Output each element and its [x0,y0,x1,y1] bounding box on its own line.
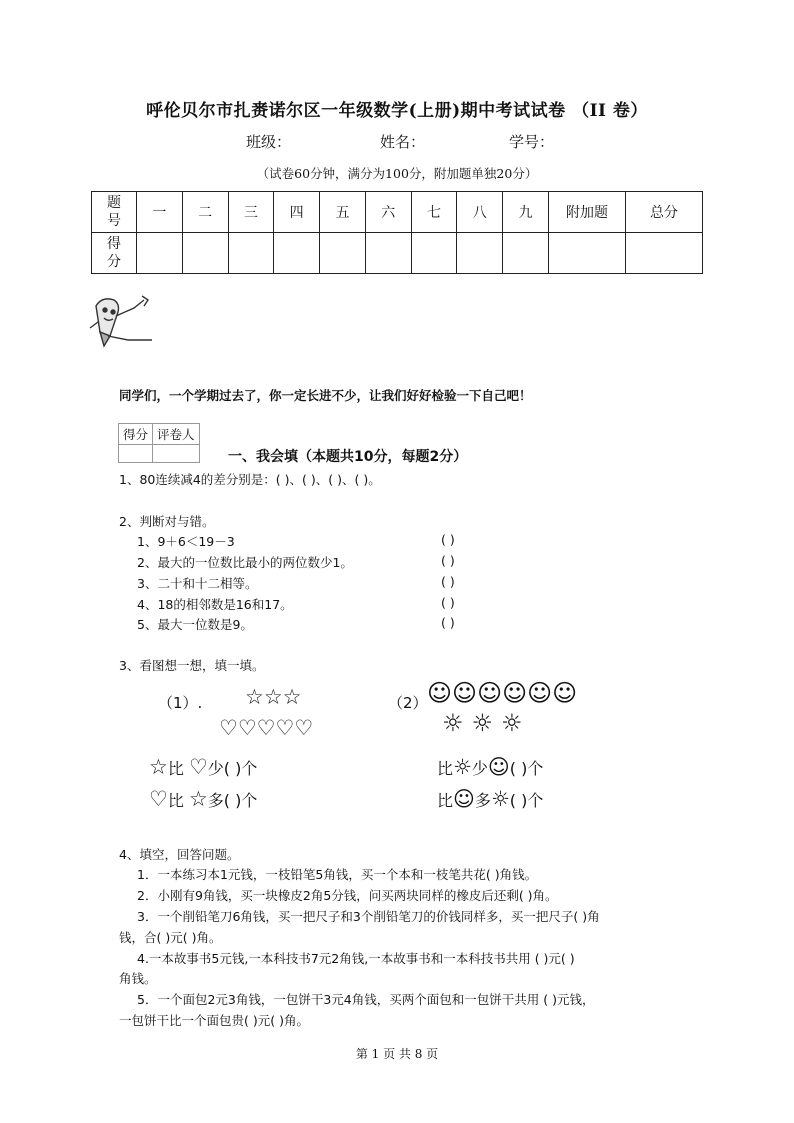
class-label: 班级： [246,133,292,151]
col-1: 一 [137,192,183,233]
q2-answer-paren[interactable]: ( ) [441,553,455,568]
heart-icon: ♡ [188,755,208,779]
row-header-score: 得分 [92,233,137,274]
q2-item: 1、9＋6＜19－3 [137,534,235,549]
grader-box [118,423,200,463]
grader-score-cell[interactable] [119,445,153,463]
score-cell[interactable] [228,233,274,274]
q2-answer-paren[interactable]: ( ) [441,532,455,547]
q3-answer-blank[interactable]: ( ) [223,791,242,810]
heart-icon: ♡ [219,716,238,740]
q4-line-3b: 钱，合( )元( )角。 [119,930,222,945]
sun-icon: ☼ [490,787,510,811]
smile-icon: ☺ [453,787,475,811]
q3-compare-2: ♡比 ☆多( )个 [149,787,258,811]
heart-icon: ♡ [275,716,295,740]
exam-note: （试卷60分钟，满分为100分，附加题单独20分） [256,166,538,181]
q3-suns-row [442,709,531,737]
smile-icon: ☺ [477,679,503,707]
grader-name-cell[interactable] [153,445,200,463]
q3-compare-1: ☆比 ♡少( )个 [149,755,258,779]
sun-icon: ☼ [501,709,531,737]
star-icon: ☆ [263,685,283,709]
q3-part2-label: （2） [388,694,428,712]
col-bonus: 附加题 [549,192,626,233]
question-1: 1、80连续减4的差分别是：( )、( )、( )、( )。 [119,472,381,487]
smile-icon: ☺ [452,679,478,707]
smile-icon: ☺ [552,679,578,707]
q3-smiles-row [427,679,578,707]
q2-answer-paren[interactable]: ( ) [441,615,455,630]
q4-line-2: 2．小刚有9角钱，买一块橡皮2角5分钱，问买两块同样的橡皮后还剩( )角。 [137,888,558,903]
q4-line-5b: 一包饼干比一个面包贵( )元( )角。 [119,1013,309,1028]
q4-line-4b: 角钱。 [119,971,157,986]
score-cell[interactable] [320,233,366,274]
heart-icon: ♡ [256,716,276,740]
score-cell[interactable] [549,233,626,274]
score-cell[interactable] [365,233,411,274]
score-table-score-row [92,233,703,274]
score-table-header-row [92,192,703,233]
pencil-mascot-illustration [88,292,160,352]
grader-score-label: 得分 [119,424,153,445]
q3-compare-4: 比☺多☼( )个 [437,787,544,811]
score-cell[interactable] [503,233,549,274]
col-8: 八 [457,192,503,233]
name-label: 姓名： [380,133,426,151]
q2-item: 4、18的相邻数是16和17。 [137,597,293,612]
score-cell[interactable] [626,233,703,274]
intro-text: 同学们，一个学期过去了，你一定长进不少，让我们好好检验一下自己吧！ [119,388,532,403]
page-footer: 第 1 页 共 8 页 [355,1047,439,1061]
q3-answer-blank[interactable]: ( ) [509,759,528,778]
smile-icon: ☺ [502,679,528,707]
star-icon: ☆ [149,755,168,779]
q2-item: 5、最大一位数是9。 [137,617,253,632]
row-header-question: 题号 [92,192,137,233]
col-3: 三 [228,192,274,233]
sun-icon: ☼ [471,709,502,737]
heart-icon: ♡ [237,716,257,740]
grader-name-label: 评卷人 [153,424,200,445]
sun-icon: ☼ [453,755,472,779]
col-5: 五 [320,192,366,233]
q4-line-5a: 5．一个面包2元3角钱，一包饼干3元4角钱，买两个面包和一包饼干共用 ( )元钱， [137,992,595,1007]
q3-part1-label: （1）. [158,694,203,712]
q3-hearts-row [219,718,313,739]
smile-icon: ☺ [427,679,453,707]
q3-compare-3: 比☼少☺( )个 [437,755,544,779]
score-cell[interactable] [182,233,228,274]
q3-answer-blank[interactable]: ( ) [509,791,528,810]
star-icon: ☆ [245,685,264,709]
q4-line-4a: 4.一本故事书5元钱,一本科技书7元2角钱,一本故事书和一本科技书共用 ( )元( ) [137,951,575,966]
col-6: 六 [365,192,411,233]
score-cell[interactable] [137,233,183,274]
sun-icon: ☼ [442,709,472,737]
col-2: 二 [182,192,228,233]
heart-icon: ♡ [149,787,168,811]
q4-line-1: 1．一本练习本1元钱，一枝铅笔5角钱，买一个本和一枝笔共花( )角钱。 [137,867,538,882]
section-title: 一、我会填（本题共10分，每题2分） [228,449,468,465]
q2-item: 3、二十和十二相等。 [137,576,258,591]
q3-stars-row [245,687,301,708]
q2-item: 2、最大的一位数比最小的两位数少1。 [137,555,353,570]
score-cell[interactable] [411,233,457,274]
score-table [91,191,703,274]
question-2-stem: 2、判断对与错。 [119,514,215,529]
heart-icon: ♡ [294,716,314,740]
exam-title: 呼伦贝尔市扎赉诺尔区一年级数学(上册)期中考试试卷 （II 卷） [146,101,648,121]
col-7: 七 [411,192,457,233]
score-cell[interactable] [274,233,320,274]
question-4-stem: 4、填空，回答问题。 [119,847,240,862]
col-total: 总分 [626,192,703,233]
student-id-label: 学号： [509,133,555,151]
col-4: 四 [274,192,320,233]
q4-line-3a: 3．一个削铅笔刀6角钱，买一把尺子和3个削铅笔刀的价钱同样多，买一把尺子( )角 [137,909,600,924]
q2-answer-paren[interactable]: ( ) [441,574,455,589]
q2-answer-paren[interactable]: ( ) [441,595,455,610]
star-icon: ☆ [282,685,302,709]
question-3-stem: 3、看图想一想，填一填。 [119,658,265,673]
smile-icon: ☺ [527,679,553,707]
q3-answer-blank[interactable]: ( ) [223,759,242,778]
score-cell[interactable] [457,233,503,274]
star-icon: ☆ [188,787,208,811]
smile-icon: ☺ [487,755,510,779]
col-9: 九 [503,192,549,233]
